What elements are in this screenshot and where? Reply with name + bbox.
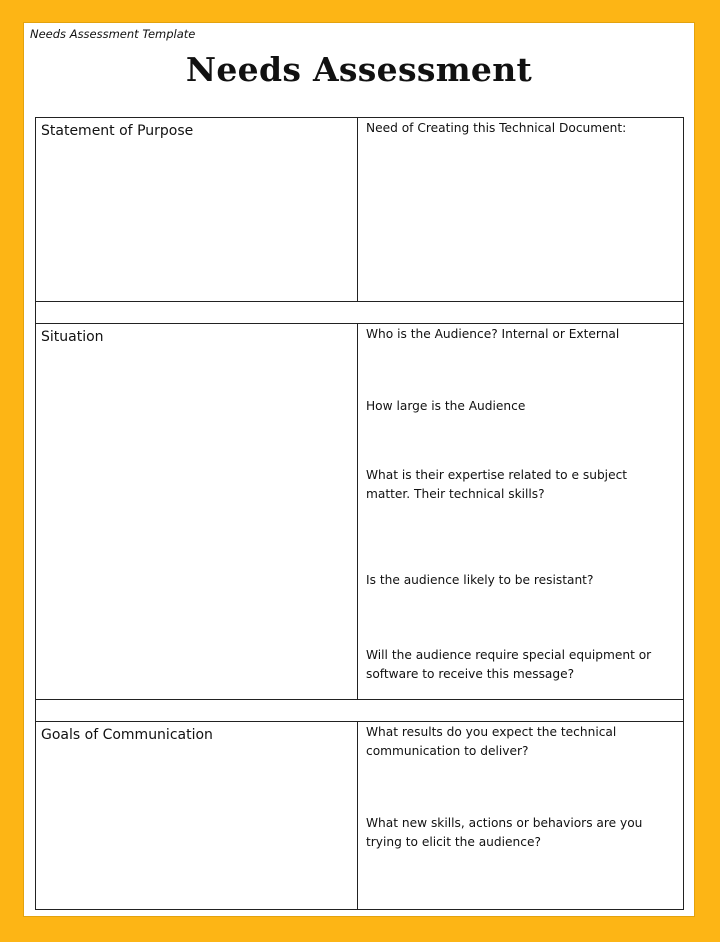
spacer-row (36, 302, 684, 324)
question-text: Need of Creating this Technical Document: (366, 121, 627, 135)
question-text: Who is the Audience? Internal or External (366, 327, 620, 341)
template-label: Needs Assessment Template (30, 27, 196, 41)
document-page (24, 23, 694, 916)
question-cell (358, 118, 684, 302)
page-title: Needs Assessment (185, 50, 533, 89)
question-text: How large is the Audience (366, 399, 526, 413)
question-text: What is their expertise related to e subject matter. Their technical skills? (366, 468, 628, 501)
spacer-cell (36, 700, 684, 722)
section-label-cell (36, 118, 358, 302)
section-label-cell (36, 324, 358, 700)
spacer-cell (36, 302, 684, 324)
question-text: Is the audience likely to be resistant? (366, 573, 594, 587)
section-label-cell (36, 722, 358, 910)
section-label: Goals of Communication (41, 727, 213, 743)
question-cell (358, 324, 684, 700)
section-label: Statement of Purpose (41, 123, 194, 139)
section-row-goals (36, 722, 684, 910)
question-text: Will the audience require special equipment or software to receive this message? (366, 648, 652, 681)
question-cell (358, 722, 684, 910)
section-row-situation (36, 324, 684, 700)
spacer-row (36, 700, 684, 722)
question-text: What new skills, actions or behaviors are you trying to elicit the audience? (366, 816, 643, 849)
section-row-purpose (36, 118, 684, 302)
section-label: Situation (41, 329, 104, 345)
question-text: What results do you expect the technical communication to deliver? (366, 725, 617, 758)
assessment-table (35, 117, 684, 910)
